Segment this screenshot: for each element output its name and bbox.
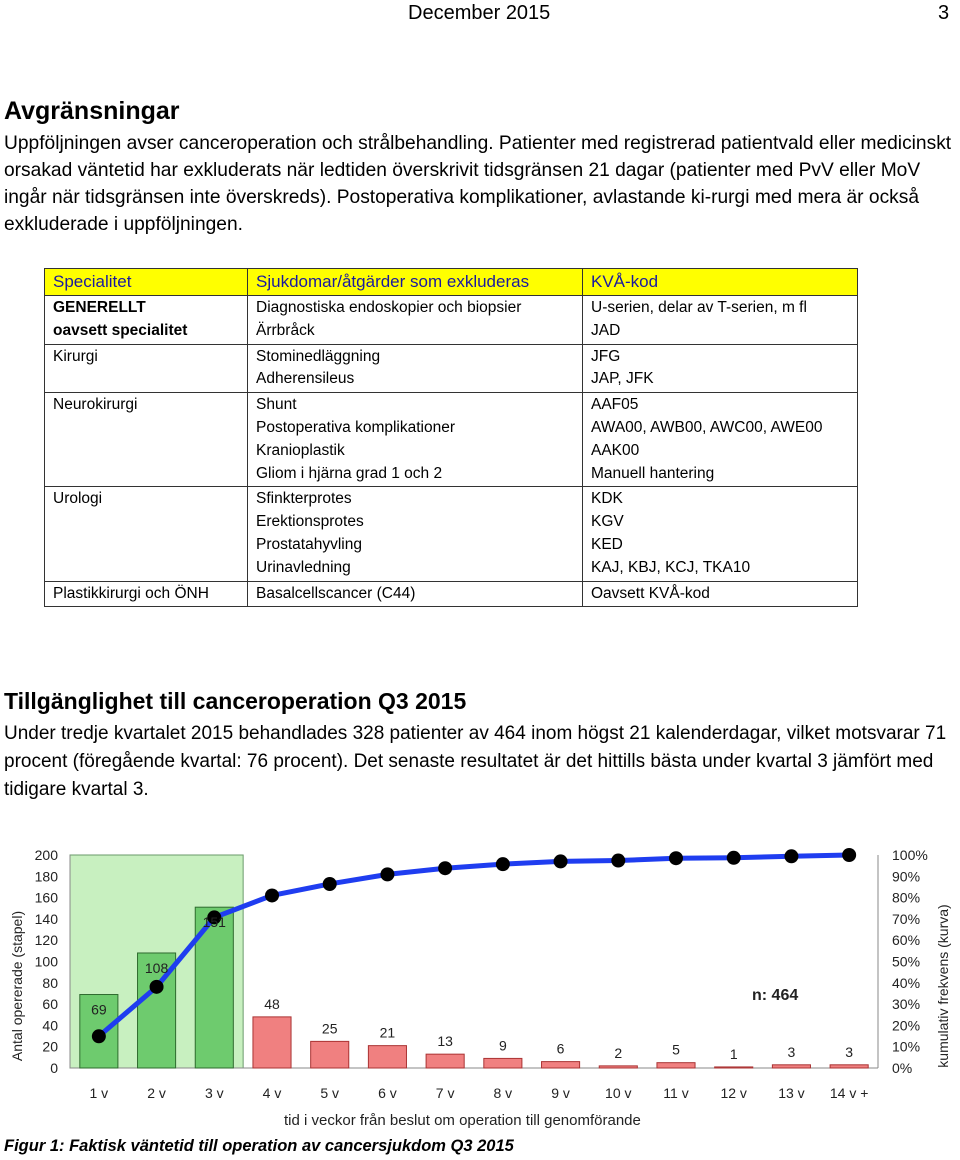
chart-bar (484, 1058, 522, 1068)
chart-cumulative-point (669, 851, 683, 865)
chart-category-label: 3 v (204, 1085, 224, 1101)
table-cell-specialty (45, 344, 248, 393)
table-cell-items (248, 344, 583, 393)
cell-line: oavsett specialitet (53, 321, 188, 339)
table-header-row (45, 269, 858, 296)
cell-line: Basalcellscancer (C44) (256, 584, 416, 602)
chart-bar (426, 1054, 464, 1068)
cell-line: Kirurgi (53, 347, 98, 365)
chart-right-axis-label: kumulativ frekvens (kurva) (935, 904, 951, 1068)
chart-right-tick-label: 80% (892, 889, 921, 906)
chart-data-label: 3 (787, 1043, 796, 1060)
chart-data-label: 69 (91, 1001, 107, 1018)
cell-line: Neurokirurgi (53, 396, 138, 414)
cell-line: Postoperativa komplikationer (256, 418, 456, 436)
section-title-avgransningar: Avgränsningar (4, 97, 180, 125)
chart-cumulative-point (496, 857, 510, 871)
page-number: 3 (938, 2, 950, 24)
table-header-specialty: Specialitet (45, 269, 248, 296)
table-row (45, 344, 858, 393)
chart-category-label: 7 v (435, 1085, 455, 1101)
cell-line: Diagnostiska endoskopier och biopsier (256, 299, 522, 316)
table-cell-codes (583, 581, 858, 607)
chart-left-axis-label: Antal opererade (stapel) (9, 910, 25, 1062)
chart-bar (715, 1067, 753, 1068)
cell-line: Adherensileus (256, 370, 355, 388)
cell-line: Sfinkterprotes (256, 490, 352, 508)
chart-data-label: 2 (614, 1044, 623, 1061)
table-cell-codes (583, 344, 858, 393)
cell-line: Plastikkirurgi och ÖNH (53, 584, 209, 602)
chart-right-tick-label: 100% (892, 847, 928, 863)
cell-line: GENERELLT (53, 299, 146, 316)
cell-line: KED (591, 535, 623, 553)
chart-left-tick-label: 120 (34, 932, 58, 949)
cell-line: Prostatahyvling (256, 535, 362, 553)
table-cell-codes (583, 487, 858, 581)
chart-right-tick-label: 70% (892, 910, 921, 927)
chart-right-tick-label: 10% (892, 1038, 921, 1055)
chart-bar (368, 1046, 406, 1068)
chart-category-label: 11 v (663, 1085, 689, 1101)
chart-cumulative-point (842, 848, 856, 862)
chart-n-annotation: n: 464 (752, 987, 799, 1004)
chart-bar (599, 1066, 637, 1068)
cell-line: KGV (591, 513, 624, 531)
chart-x-axis-label: tid i veckor från beslut om operation till genomförande (284, 1112, 641, 1129)
table-cell-codes (583, 393, 858, 487)
chart-category-label: 2 v (147, 1085, 166, 1101)
chart-right-tick-label: 90% (892, 868, 921, 885)
chart-data-label: 21 (379, 1024, 396, 1041)
chart-data-label: 5 (672, 1041, 680, 1058)
chart-cumulative-point (265, 888, 279, 902)
chart-cumulative-point (784, 849, 798, 863)
chart-left-tick-label: 160 (34, 889, 58, 906)
cell-line: AAF05 (591, 396, 639, 414)
chart-data-label: 6 (556, 1040, 565, 1057)
cell-line: KAJ, KBJ, KCJ, TKA10 (591, 558, 751, 576)
chart-cumulative-point (438, 861, 452, 875)
chart-right-tick-label: 0% (892, 1060, 913, 1076)
cell-line: Stominedläggning (256, 347, 381, 365)
chart-cumulative-point (380, 867, 394, 881)
table-cell-codes (583, 296, 858, 345)
table-row (45, 487, 858, 581)
table-row (45, 296, 858, 345)
chart-left-tick-label: 0 (50, 1060, 58, 1076)
cell-line: Urologi (53, 490, 103, 508)
cell-line: U-serien, delar av T-serien, m fl (591, 299, 807, 316)
header-date: December 2015 (408, 2, 551, 24)
chart-bar (253, 1017, 291, 1068)
cell-line: Erektionsprotes (256, 513, 364, 531)
cell-line: JAP, JFK (591, 370, 654, 388)
chart-right-tick-label: 40% (892, 974, 921, 991)
table-header-exclusions: Sjukdomar/åtgärder som exkluderas (248, 269, 583, 296)
chart-category-label: 13 v (778, 1085, 805, 1101)
figure-caption: Figur 1: Faktisk väntetid till operation av cancersjukdom Q3 2015 (4, 1137, 514, 1155)
chart-data-label: 48 (264, 995, 280, 1012)
chart-cumulative-point (150, 980, 164, 994)
cell-line: AAK00 (591, 441, 640, 459)
table-cell-items (248, 393, 583, 487)
waiting-time-chart (0, 838, 960, 1134)
section-title-tillganglighet: Tillgänglighet till canceroperation Q3 2015 (4, 688, 467, 714)
table-cell-items (248, 581, 583, 607)
cell-line: KDK (591, 490, 623, 508)
chart-category-label: 1 v (89, 1085, 109, 1101)
table-cell-specialty (45, 487, 248, 581)
chart-left-tick-label: 100 (34, 953, 58, 970)
chart-cumulative-point (554, 854, 568, 868)
cell-line: JFG (591, 347, 621, 365)
table-cell-specialty (45, 393, 248, 487)
chart-category-label: 12 v (720, 1085, 747, 1101)
section-paragraph-avgransningar: Uppföljningen avser canceroperation och strålbehandling. Patienter med registrerad patientvald eller medicinskt orsakad väntetid har exkluderats när ledtiden överskrivit tidsgränsen 21 dagar (patienter med PvV eller MoV ingår när tidsgränsen inte överskreds). Postoperativa komplikationer, avlastande ki-rurgi med mera är också exkluderade i uppföljningen. (4, 133, 952, 235)
chart-cumulative-point (323, 877, 337, 891)
chart-category-label: 8 v (493, 1085, 513, 1101)
table-cell-items (248, 487, 583, 581)
chart-bar (657, 1063, 695, 1068)
cell-line: Kranioplastik (256, 441, 345, 459)
chart-plot-area (70, 855, 878, 1068)
chart-bar (772, 1065, 810, 1068)
chart-category-label: 14 v + (829, 1085, 869, 1101)
exclusion-table (44, 268, 858, 607)
table-header-kva-code: KVÅ-kod (583, 269, 858, 296)
table-row (45, 393, 858, 487)
chart-left-tick-label: 60 (42, 996, 58, 1013)
chart-cumulative-point (611, 854, 625, 868)
chart-right-tick-label: 50% (892, 953, 921, 970)
cell-line: Manuell hantering (591, 464, 715, 482)
chart-data-label: 3 (845, 1043, 854, 1060)
chart-cumulative-point (92, 1029, 106, 1043)
chart-left-tick-label: 200 (34, 847, 58, 863)
chart-left-tick-label: 180 (34, 868, 58, 885)
chart-data-label: 151 (202, 914, 226, 931)
cell-line: Gliom i hjärna grad 1 och 2 (256, 464, 443, 482)
chart-category-label: 9 v (551, 1085, 570, 1101)
table-cell-specialty (45, 581, 248, 607)
chart-bars (80, 907, 868, 1068)
chart-data-label: 108 (144, 959, 169, 976)
section-paragraph-tillganglighet: Under tredje kvartalet 2015 behandlades 328 patienter av 464 inom högst 21 kalenderdagar, vilket motsvarar 71 procent (föregående kvartal: 76 procent). Det senaste resultatet är det hittills bästa under kvartal 3 jämfört med tidigare kvartal 3. (4, 723, 947, 800)
chart-bar (311, 1041, 349, 1068)
chart-right-tick-label: 60% (892, 932, 921, 949)
chart-right-tick-label: 30% (892, 996, 921, 1013)
cell-line: Urinavledning (256, 558, 351, 576)
cell-line: JAD (591, 321, 621, 339)
chart-category-label: 10 v (605, 1085, 632, 1101)
cell-line: Ärrbråck (256, 321, 315, 339)
chart-data-label: 1 (729, 1045, 738, 1062)
chart-data-label: 25 (321, 1020, 338, 1037)
cell-line: Oavsett KVÅ-kod (591, 584, 710, 602)
chart-category-label: 4 v (262, 1085, 282, 1101)
cell-line: Shunt (256, 396, 297, 414)
table-row (45, 581, 858, 607)
chart-right-tick-label: 20% (892, 1017, 921, 1034)
chart-cumulative-point (727, 851, 741, 865)
cell-line: AWA00, AWB00, AWC00, AWE00 (591, 418, 823, 436)
chart-bar (542, 1062, 580, 1068)
table-cell-items (248, 296, 583, 345)
chart-data-label: 9 (498, 1037, 507, 1054)
chart-data-label: 13 (437, 1033, 453, 1050)
table-cell-specialty (45, 296, 248, 345)
chart-left-tick-label: 40 (42, 1017, 58, 1034)
chart-left-tick-label: 20 (42, 1038, 58, 1055)
chart-left-tick-label: 80 (42, 974, 58, 991)
chart-category-label: 5 v (320, 1085, 340, 1101)
chart-left-tick-label: 140 (34, 910, 58, 927)
chart-category-label: 6 v (378, 1085, 397, 1101)
chart-bar (830, 1065, 868, 1068)
